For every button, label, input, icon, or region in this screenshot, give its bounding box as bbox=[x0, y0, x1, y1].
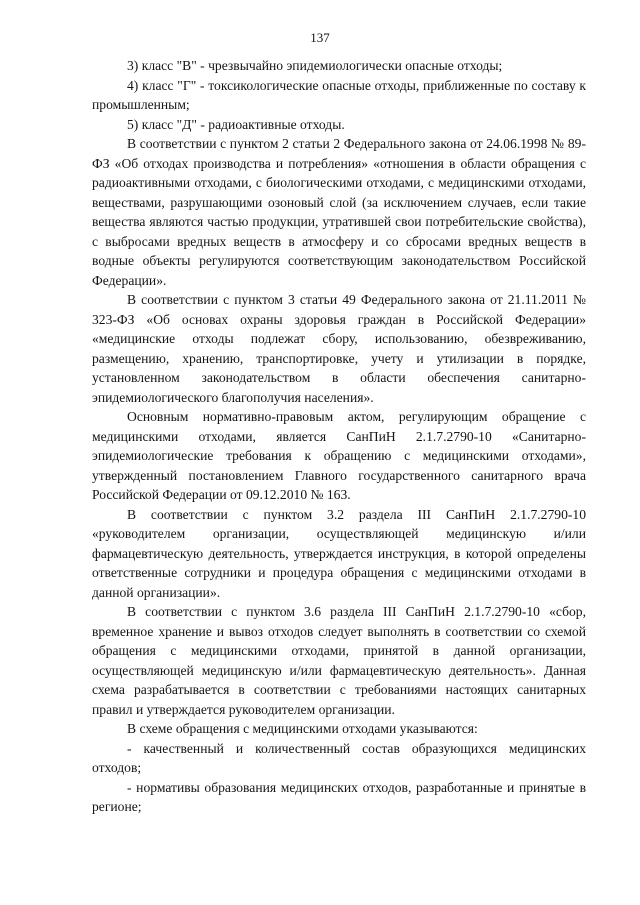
paragraph-law-323fz: В соответствии с пунктом 3 статьи 49 Федерального закона от 21.11.2011 № 323-ФЗ «Об основах охраны здоровья граждан в Российской Федерации» «медицинские отходы подлежат сбору, использованию, обезвреживанию, размещению, хранению, транспортировке, учету и утилизации в порядке, установленном законодательством в области обеспечения санитарно-эпидемиологического благополучия населения». bbox=[92, 292, 586, 405]
page-number: 137 bbox=[310, 30, 330, 45]
list-item-composition: - качественный и количественный состав образующихся медицинских отходов; bbox=[92, 740, 586, 775]
list-item-norms: - нормативы образования медицинских отходов, разработанные и принятые в регионе; bbox=[92, 779, 586, 814]
document-body bbox=[92, 56, 586, 817]
paragraph-sanpin-3-6: В соответствии с пунктом 3.6 раздела III СанПиН 2.1.7.2790-10 «сбор, временное хранение и вывоз отходов следует выполнять в соответствии со схемой обращения с медицинскими отходами, принятой в данной организации, осуществляющей медицинскую и/или фармацевтическую деятельность». Данная схема разрабатывается в соответствии с требованиями настоящих санитарных правил и утверждается руководителем организации. bbox=[92, 604, 586, 717]
paragraph-sanpin-main: Основным нормативно-правовым актом, регулирующим обращение с медицинскими отходами, является СанПиН 2.1.7.2790-10 «Санитарно-эпидемиологические требования к обращению с медицинскими отходами», утвержденный постановлением Главного государственного санитарного врача Российской Федерации от 09.12.2010 № 163. bbox=[92, 409, 586, 502]
paragraph-class-d: 5) класс "Д" - радиоактивные отходы. bbox=[127, 116, 345, 132]
paragraph-class-v: 3) класс "В" - чрезвычайно эпидемиологически опасные отходы; bbox=[127, 58, 503, 73]
paragraph-sanpin-3-2: В соответствии с пунктом 3.2 раздела III СанПиН 2.1.7.2790-10 «руководителем организации, осуществляющей медицинскую и/или фармацевтическую деятельность, утверждается инструкция, в которой определены ответственные сотрудники и процедура обращения с медицинскими отходами в данной организации». bbox=[92, 506, 586, 600]
paragraph-scheme-intro: В схеме обращения с медицинскими отходами указываются: bbox=[127, 721, 478, 736]
paragraph-class-g: 4) класс "Г" - токсикологические опасные отходы, приближенные по составу к промышленным; bbox=[92, 77, 586, 112]
paragraph-law-89fz: В соответствии с пунктом 2 статьи 2 Федерального закона от 24.06.1998 № 89-ФЗ «Об отходах производства и потребления» «отношения в области обращения с радиоактивными отходами, с биологическими отходами, с медицинскими отходами, веществами, разрушающими озоновый слой (за исключением случаев, если такие вещества являются частью продукции, утратившей свои потребительские свойства), с выбросами вредных веществ в атмосферу и со сбросами вредных веществ в водные объекты регулируются соответствующим законодательством Российской Федерации». bbox=[92, 136, 586, 288]
